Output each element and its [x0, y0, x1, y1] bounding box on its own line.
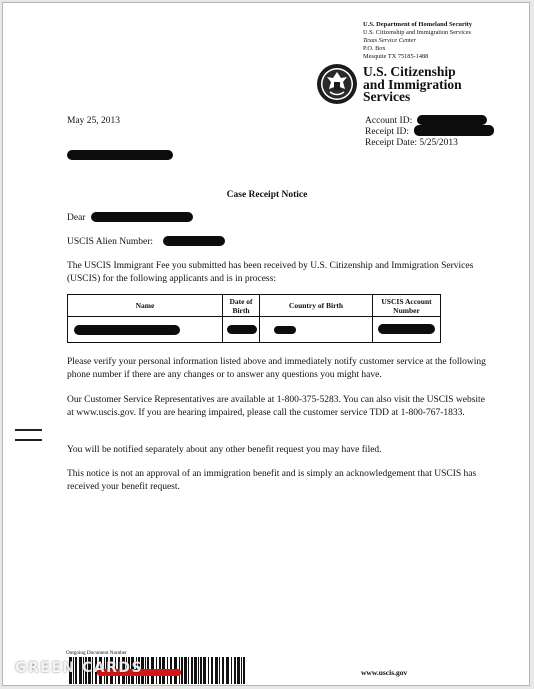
- margin-mark-line: [15, 439, 42, 441]
- receipt-date-label: Receipt Date:: [365, 138, 417, 148]
- barcode-bar: [237, 657, 240, 684]
- footer-website: www.uscis.gov: [361, 668, 408, 677]
- notice-title: Case Receipt Notice: [226, 190, 308, 200]
- barcode-bar: [200, 657, 202, 684]
- barcode-bar: [234, 657, 236, 684]
- verify-paragraph: Please verify your personal information listed above and immediately notify customer service at the following phone number if there are any changes or to answer any questions you might have.: [67, 357, 486, 380]
- barcode-bar: [191, 657, 193, 684]
- alien-number-label: USCIS Alien Number:: [67, 237, 154, 247]
- barcode-bar: [231, 657, 232, 684]
- service-center: Texas Service Center: [363, 37, 416, 44]
- customer-service-paragraph: Our Customer Service Representatives are available at 1-800-375-5283. You can also visit the USCIS website at www.uscis.gov. If you are hearing impaired, please call the customer service TDD at 1-800-767-1833.: [67, 395, 485, 418]
- barcode-bar: [219, 657, 220, 684]
- receipt-date: [365, 138, 458, 148]
- account-id-redaction: [417, 115, 487, 125]
- salutation: Dear: [67, 213, 86, 223]
- receipt-id-label: Receipt ID:: [365, 127, 410, 137]
- notify-paragraph: You will be notified separately about any other benefit request you may have filed.: [67, 445, 382, 455]
- applicants-table: [67, 294, 441, 343]
- department-name: U.S. Department of Homeland Security: [363, 21, 473, 28]
- account-number-cell: [373, 317, 441, 343]
- name-redaction: [74, 325, 180, 335]
- margin-mark-line: [15, 429, 42, 431]
- agency-line: U.S. Citizenship and Immigration Services: [363, 29, 472, 36]
- watermark: GREEN CARDS: [15, 660, 144, 676]
- agency-name-line3: Services: [363, 89, 411, 104]
- account-number-redaction: [378, 324, 435, 334]
- barcode-bar: [184, 657, 187, 684]
- outgoing-document-label: Outgoing Document Number: [66, 650, 127, 656]
- agency-name-line2: and Immigration: [363, 76, 462, 92]
- barcode-bar: [241, 657, 242, 684]
- receipt-date-value: 5/25/2013: [419, 138, 458, 148]
- alien-number-redaction: [163, 236, 225, 246]
- city-line: Mesquite TX 75185-1488: [363, 53, 429, 60]
- barcode-bar: [243, 657, 245, 684]
- letter-page: [2, 2, 530, 686]
- salutation-name-redaction: [91, 212, 193, 222]
- dob-redaction: [227, 325, 257, 334]
- account-id-label: Account ID:: [365, 116, 413, 126]
- agency-name-line1: U.S. Citizenship: [363, 64, 456, 79]
- agency-name: [363, 66, 462, 104]
- dob-header: Date of Birth: [223, 295, 260, 317]
- barcode-bar: [222, 657, 224, 684]
- receipt-id-redaction: [414, 125, 494, 136]
- barcode-bar: [211, 657, 213, 684]
- intro-paragraph: The USCIS Immigrant Fee you submitted has been received by U.S. Citizenship and Immigration Services (USCIS) for the following applicants and is in process:: [67, 261, 474, 284]
- recipient-redaction: [67, 150, 173, 160]
- disclaimer-paragraph: This notice is not an approval of an immigration benefit and is simply an acknowledgement that USCIS has received your benefit request.: [67, 469, 477, 492]
- barcode-bar: [226, 657, 229, 684]
- barcode-bar: [215, 657, 218, 684]
- barcode-bar: [181, 657, 183, 684]
- dob-cell: [223, 317, 260, 343]
- barcode-bar: [194, 657, 197, 684]
- name-header: Name: [68, 295, 223, 317]
- barcode-bar: [203, 657, 206, 684]
- country-redaction: [274, 326, 296, 334]
- country-cell: [260, 317, 373, 343]
- barcode-bar: [188, 657, 189, 684]
- barcode-bar: [208, 657, 209, 684]
- po-box: P.O. Box: [363, 45, 386, 52]
- barcode-bar: [198, 657, 199, 684]
- account-number-header: USCIS Account Number: [373, 295, 441, 317]
- name-cell: [68, 317, 223, 343]
- dhs-seal-icon: [316, 63, 358, 105]
- letter-date: May 25, 2013: [67, 116, 121, 126]
- country-header: Country of Birth: [260, 295, 373, 317]
- table-row: [68, 317, 441, 343]
